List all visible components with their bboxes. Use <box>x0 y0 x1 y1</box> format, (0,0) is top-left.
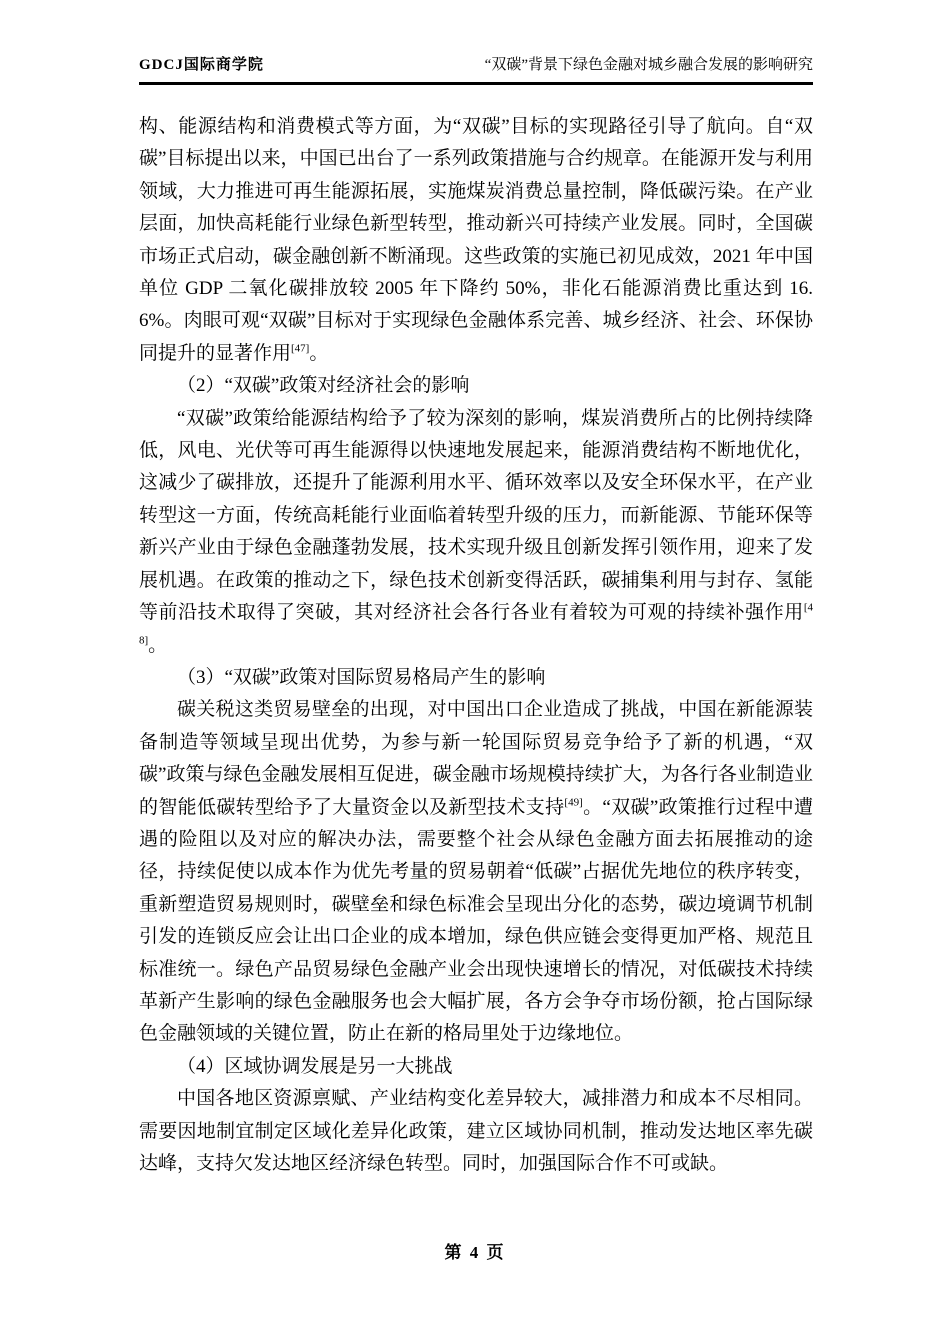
paragraph <box>139 694 813 1050</box>
page-footer <box>0 1238 950 1263</box>
paragraph <box>139 1051 813 1083</box>
paragraph-text: 。 <box>309 342 329 364</box>
page-header <box>139 56 813 85</box>
paragraph-text: 。 <box>148 634 168 656</box>
paragraph <box>139 403 813 662</box>
page-number: 第 4 页 <box>444 1243 506 1262</box>
paragraph-text: （3）“双碳”政策对国际贸易格局产生的影响 <box>177 666 546 688</box>
citation-ref: [48] <box>139 601 813 647</box>
paragraph-text: “双碳”政策给能源结构给予了较为深刻的影响，煤炭消费所占的比例持续降低，风电、光伏等可再生能源得以快速地发展起来，能源消费结构不断地优化，这减少了碳排放，还提升了能源利用水平、循环效率以及安全环保水平，在产业转型这一方面，传统高耗能行业面临着转型升级的压力，而新能源、节能环保等新兴产业由于绿色金融蓬勃发展，技术实现升级且创新发挥引领作用，迎来了发展机遇。在政策的推动之下，绿色技术创新变得活跃，碳捕集利用与封存、氢能等前沿技术取得了突破，其对经济社会各行各业有着较为可观的持续补强作用 <box>139 407 813 624</box>
paragraph-text: 构、能源结构和消费模式等方面，为“双碳”目标的实现路径引导了航向。自“双碳”目标提出以来，中国已出台了一系列政策措施与合约规章。在能源开发与利用领域，大力推进可再生能源拓展，实施煤炭消费总量控制，降低碳污染。在产业层面，加快高耗能行业绿色新型转型，推动新兴可持续产业发展。同时，全国碳市场正式启动，碳金融创新不断涌现。这些政策的实施已初见成效，2021 年中国单位 GDP 二氧化碳排放较 2005 年下降约 50%，非化石能源消费比重达到 16.6%。肉眼可观“双碳”目标对于实现绿色金融体系完善、城乡经济、社会、环保协同提升的显著作用 <box>139 116 813 364</box>
paragraph-text: 碳关税这类贸易壁垒的出现，对中国出口企业造成了挑战，中国在新能源装备制造等领域呈现出优势，为参与新一轮国际贸易竞争给予了新的机遇，“双碳”政策与绿色金融发展相互促进，碳金融市场规模持续扩大，为各行各业制造业的智能低碳转型给予了大量资金以及新型技术支持 <box>139 699 813 818</box>
paragraph-text: （4）区域协调发展是另一大挑战 <box>177 1055 453 1077</box>
paragraph <box>139 662 813 694</box>
paragraph-text: 。“双碳”政策推行过程中遭遇的险阻以及对应的解决办法，需要整个社会从绿色金融方面去拓展推动的途径，持续促使以成本作为优先考量的贸易朝着“低碳”占据优先地位的秩序转变，重新塑造贸易规则时，碳壁垒和绿色标准会呈现出分化的态势，碳边境调节机制引发的连锁反应会让出口企业的成本增加，绿色供应链会变得更加严格、规范且标准统一。绿色产品贸易绿色金融产业会出现快速增长的情况，对低碳技术持续革新产生影响的绿色金融服务也会大幅扩展，各方会争夺市场份额，抢占国际绿色金融领域的关键位置，防止在新的格局里处于边缘地位。 <box>139 796 813 1045</box>
paragraph-text: 中国各地区资源禀赋、产业结构变化差异较大，减排潜力和成本不尽相同。需要因地制宜制定区域化差异化政策，建立区域协同机制，推动发达地区率先碳达峰，支持欠发达地区经济绿色转型。同时，加强国际合作不可或缺。 <box>139 1088 813 1174</box>
citation-ref: [49] <box>564 796 583 809</box>
paragraph <box>139 370 813 402</box>
citation-ref: [47] <box>291 342 310 355</box>
document-body <box>139 111 813 1180</box>
paragraph <box>139 111 813 370</box>
header-school-name: GDCJ国际商学院 <box>139 57 264 73</box>
paragraph-text: （2）“双碳”政策对经济社会的影响 <box>177 375 470 397</box>
header-paper-title: “双碳”背景下绿色金融对城乡融合发展的影响研究 <box>484 57 813 73</box>
paragraph <box>139 1083 813 1180</box>
